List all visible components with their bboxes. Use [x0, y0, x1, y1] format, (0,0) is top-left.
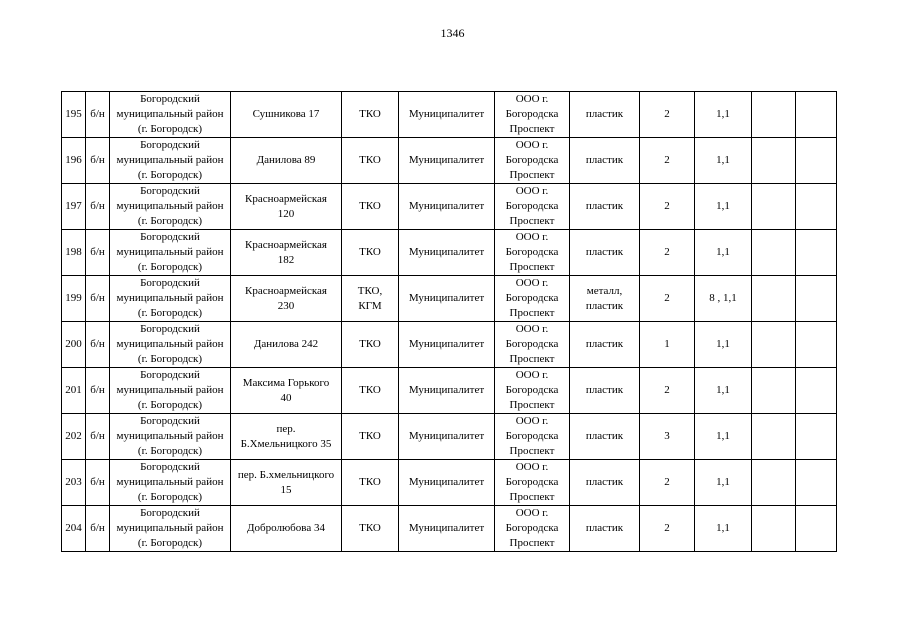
empty-cell — [796, 184, 837, 230]
container-count-cell: 2 — [640, 92, 695, 138]
container-volume-cell: 1,1 — [695, 368, 752, 414]
operator-cell: ООО г. Богородска Проспект — [495, 230, 570, 276]
operator-cell: ООО г. Богородска Проспект — [495, 506, 570, 552]
owner-cell: Муниципалитет — [399, 184, 495, 230]
container-volume-cell: 1,1 — [695, 138, 752, 184]
empty-cell — [796, 506, 837, 552]
empty-cell — [752, 460, 796, 506]
district-cell: Богородский муниципальный район (г. Богородск) — [110, 184, 231, 230]
registry-mark-cell: б/н — [86, 506, 110, 552]
district-cell: Богородский муниципальный район (г. Богородск) — [110, 368, 231, 414]
container-volume-cell: 1,1 — [695, 506, 752, 552]
district-cell: Богородский муниципальный район (г. Богородск) — [110, 506, 231, 552]
empty-cell — [752, 368, 796, 414]
empty-cell — [796, 414, 837, 460]
empty-cell — [796, 368, 837, 414]
registry-mark-cell: б/н — [86, 368, 110, 414]
waste-type-cell: ТКО — [342, 230, 399, 276]
table-row — [62, 460, 837, 506]
operator-cell: ООО г. Богородска Проспект — [495, 184, 570, 230]
address-cell: пер. Б.хмельницкого 15 — [231, 460, 342, 506]
waste-type-cell: ТКО — [342, 138, 399, 184]
table-row — [62, 184, 837, 230]
container-material-cell: пластик — [570, 322, 640, 368]
address-cell: пер. Б.Хмельницкого 35 — [231, 414, 342, 460]
row-number-cell: 200 — [62, 322, 86, 368]
district-cell: Богородский муниципальный район (г. Богородск) — [110, 230, 231, 276]
district-cell: Богородский муниципальный район (г. Богородск) — [110, 414, 231, 460]
district-cell: Богородский муниципальный район (г. Богородск) — [110, 276, 231, 322]
container-material-cell: пластик — [570, 506, 640, 552]
container-volume-cell: 1,1 — [695, 414, 752, 460]
table-row — [62, 230, 837, 276]
empty-cell — [796, 230, 837, 276]
empty-cell — [796, 92, 837, 138]
waste-type-cell: ТКО — [342, 460, 399, 506]
operator-cell: ООО г. Богородска Проспект — [495, 138, 570, 184]
row-number-cell: 195 — [62, 92, 86, 138]
empty-cell — [752, 138, 796, 184]
container-volume-cell: 1,1 — [695, 230, 752, 276]
container-volume-cell: 1,1 — [695, 460, 752, 506]
registry-mark-cell: б/н — [86, 276, 110, 322]
address-cell: Красноармейская 230 — [231, 276, 342, 322]
table-row — [62, 138, 837, 184]
waste-type-cell: ТКО — [342, 506, 399, 552]
operator-cell: ООО г. Богородска Проспект — [495, 92, 570, 138]
owner-cell: Муниципалитет — [399, 230, 495, 276]
owner-cell: Муниципалитет — [399, 276, 495, 322]
address-cell: Сушникова 17 — [231, 92, 342, 138]
registry-mark-cell: б/н — [86, 414, 110, 460]
container-count-cell: 2 — [640, 184, 695, 230]
row-number-cell: 197 — [62, 184, 86, 230]
table-row — [62, 506, 837, 552]
operator-cell: ООО г. Богородска Проспект — [495, 322, 570, 368]
container-count-cell: 2 — [640, 368, 695, 414]
owner-cell: Муниципалитет — [399, 92, 495, 138]
empty-cell — [752, 276, 796, 322]
registry-mark-cell: б/н — [86, 230, 110, 276]
empty-cell — [752, 414, 796, 460]
operator-cell: ООО г. Богородска Проспект — [495, 368, 570, 414]
container-count-cell: 2 — [640, 506, 695, 552]
container-volume-cell: 1,1 — [695, 92, 752, 138]
empty-cell — [752, 230, 796, 276]
owner-cell: Муниципалитет — [399, 368, 495, 414]
address-cell: Красноармейская 120 — [231, 184, 342, 230]
owner-cell: Муниципалитет — [399, 506, 495, 552]
district-cell: Богородский муниципальный район (г. Богородск) — [110, 138, 231, 184]
container-count-cell: 2 — [640, 138, 695, 184]
container-count-cell: 3 — [640, 414, 695, 460]
empty-cell — [796, 138, 837, 184]
container-volume-cell: 1,1 — [695, 184, 752, 230]
container-volume-cell: 8 , 1,1 — [695, 276, 752, 322]
container-count-cell: 2 — [640, 230, 695, 276]
row-number-cell: 199 — [62, 276, 86, 322]
address-cell: Данилова 242 — [231, 322, 342, 368]
waste-type-cell: ТКО — [342, 414, 399, 460]
page-number: 1346 — [440, 26, 465, 40]
registry-mark-cell: б/н — [86, 92, 110, 138]
empty-cell — [796, 276, 837, 322]
row-number-cell: 202 — [62, 414, 86, 460]
container-volume-cell: 1,1 — [695, 322, 752, 368]
table-row — [62, 368, 837, 414]
container-material-cell: пластик — [570, 368, 640, 414]
empty-cell — [796, 460, 837, 506]
waste-site-table — [61, 91, 837, 552]
container-count-cell: 2 — [640, 276, 695, 322]
owner-cell: Муниципалитет — [399, 460, 495, 506]
empty-cell — [752, 184, 796, 230]
operator-cell: ООО г. Богородска Проспект — [495, 276, 570, 322]
address-cell: Красноармейская 182 — [231, 230, 342, 276]
container-material-cell: пластик — [570, 230, 640, 276]
container-material-cell: пластик — [570, 92, 640, 138]
waste-type-cell: ТКО, КГМ — [342, 276, 399, 322]
table-row — [62, 92, 837, 138]
container-count-cell: 1 — [640, 322, 695, 368]
container-material-cell: пластик — [570, 460, 640, 506]
row-number-cell: 196 — [62, 138, 86, 184]
district-cell: Богородский муниципальный район (г. Богородск) — [110, 92, 231, 138]
waste-type-cell: ТКО — [342, 368, 399, 414]
empty-cell — [796, 322, 837, 368]
table-row — [62, 322, 837, 368]
registry-mark-cell: б/н — [86, 460, 110, 506]
address-cell: Данилова 89 — [231, 138, 342, 184]
table-row — [62, 276, 837, 322]
registry-mark-cell: б/н — [86, 138, 110, 184]
address-cell: Добролюбова 34 — [231, 506, 342, 552]
empty-cell — [752, 92, 796, 138]
district-cell: Богородский муниципальный район (г. Богородск) — [110, 460, 231, 506]
container-material-cell: пластик — [570, 184, 640, 230]
table-row — [62, 414, 837, 460]
container-count-cell: 2 — [640, 460, 695, 506]
owner-cell: Муниципалитет — [399, 322, 495, 368]
row-number-cell: 198 — [62, 230, 86, 276]
empty-cell — [752, 322, 796, 368]
container-material-cell: металл, пластик — [570, 276, 640, 322]
address-cell: Максима Горького 40 — [231, 368, 342, 414]
waste-type-cell: ТКО — [342, 92, 399, 138]
registry-mark-cell: б/н — [86, 184, 110, 230]
row-number-cell: 201 — [62, 368, 86, 414]
operator-cell: ООО г. Богородска Проспект — [495, 460, 570, 506]
waste-type-cell: ТКО — [342, 184, 399, 230]
container-material-cell: пластик — [570, 414, 640, 460]
registry-mark-cell: б/н — [86, 322, 110, 368]
owner-cell: Муниципалитет — [399, 414, 495, 460]
district-cell: Богородский муниципальный район (г. Богородск) — [110, 322, 231, 368]
row-number-cell: 204 — [62, 506, 86, 552]
waste-type-cell: ТКО — [342, 322, 399, 368]
operator-cell: ООО г. Богородска Проспект — [495, 414, 570, 460]
empty-cell — [752, 506, 796, 552]
container-material-cell: пластик — [570, 138, 640, 184]
row-number-cell: 203 — [62, 460, 86, 506]
owner-cell: Муниципалитет — [399, 138, 495, 184]
